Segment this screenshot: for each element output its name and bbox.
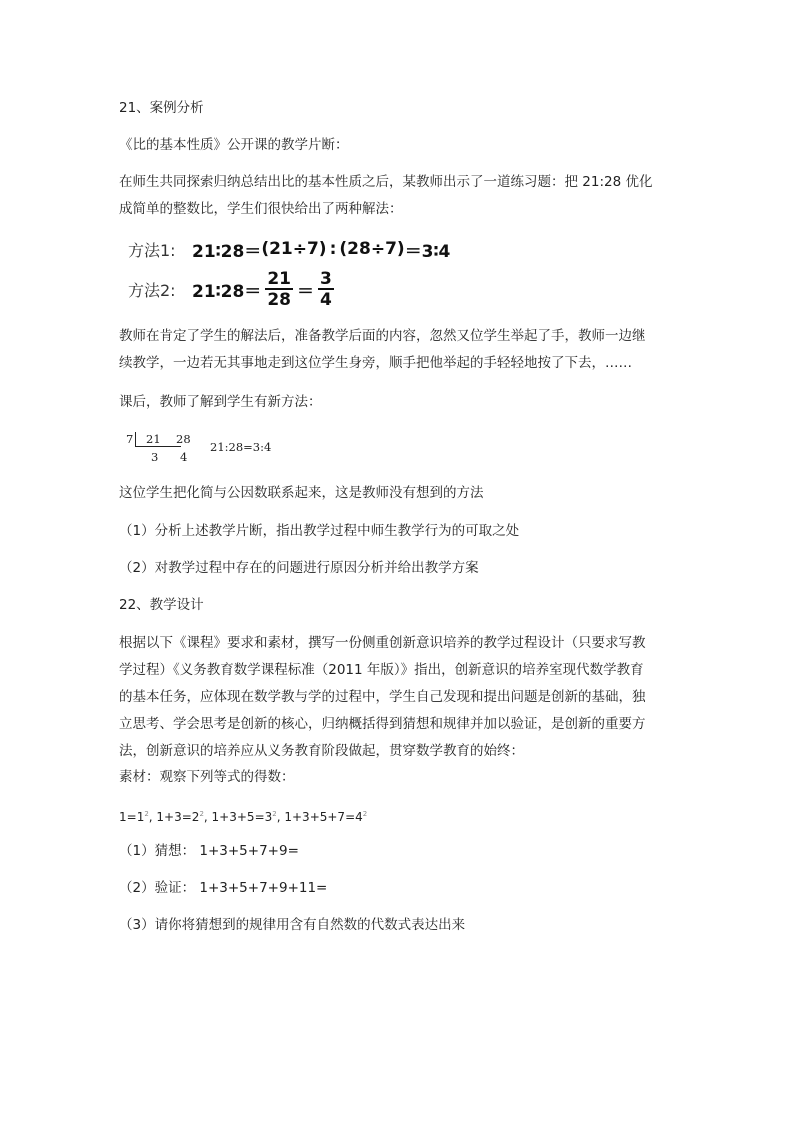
q21-context-line2: 成简单的整数比，学生们很快给出了两种解法： — [119, 201, 403, 217]
method2-lhs: 21∶28＝ — [192, 281, 262, 302]
material-line: 素材：观察下列等式的得数： — [119, 769, 295, 785]
eq-3: , 1+3+5=3 — [203, 810, 273, 824]
div-bracket-vertical — [135, 432, 136, 446]
method2-formula — [128, 264, 338, 314]
q22-sub3: （3）请你将猜想到的规律用含有自然数的代数式表达出来 — [119, 917, 466, 933]
q22-para-line5: 法，创新意识的培养应从义务教育阶段做起，贯穿数学教育的始终： — [119, 743, 524, 759]
method1-label: 方法1: — [128, 240, 176, 260]
q22-sub1: （1）猜想： 1+3+5+7+9= — [119, 843, 299, 859]
method2-eq: ＝ — [296, 281, 314, 302]
div-bottom-a: 3 — [151, 450, 159, 464]
div-result: 21:28=3:4 — [210, 440, 272, 454]
method2-frac1-den: 28 — [267, 289, 291, 310]
method2-fraction-2 — [318, 270, 334, 309]
short-division-figure — [119, 428, 319, 470]
div-divisor: 7 — [126, 432, 134, 446]
method2-frac1-num: 21 — [267, 268, 291, 289]
method1-colon: : — [329, 239, 337, 259]
para-teacher-line1: 教师在肯定了学生的解法后，准备教学后面的内容，忽然又位学生举起了手，教师一边继 — [119, 328, 646, 344]
q21-sub1: （1）分析上述教学片断，指出教学过程中师生教学行为的可取之处 — [119, 523, 520, 539]
method2-expression — [192, 270, 338, 309]
para-teacher-line2: 续教学，一边若无其事地走到这位学生身旁，顺手把他举起的手轻轻地按了下去，…… — [119, 355, 632, 371]
q21-heading: 21、案例分析 — [119, 100, 204, 116]
q22-para-line4: 立思考、学会思考是创新的核心，归纳概括得到猜想和规律并加以验证，是创新的重要方 — [119, 716, 646, 732]
method2-fraction-1 — [265, 270, 293, 309]
method1-result: ＝3∶4 — [404, 241, 451, 262]
para-after: 课后，教师了解到学生有新方法： — [119, 394, 322, 410]
method1-paren1: (21÷7) — [261, 239, 327, 259]
q22-para-line3: 的基本任务，应体现在数学教与学的过程中，学生自己发现和提出问题是创新的基础，独 — [119, 689, 646, 705]
div-bracket-horizontal — [135, 446, 181, 447]
q22-sub2: （2）验证： 1+3+5+7+9+11= — [119, 880, 328, 896]
method2-frac2-den: 4 — [319, 289, 332, 310]
method1-expression — [192, 237, 450, 262]
eq-2-exp: 2 — [199, 810, 204, 818]
q21-context-line1: 在师生共同探索归纳总结出比的基本性质之后，某教师出示了一道练习题：把 21:28 优化 — [119, 174, 653, 190]
eq-1-exp: 2 — [144, 810, 149, 818]
q22-para-line2: 学过程）《义务教育数学课程标准（2011 年版）》指出，创新意识的培养室现代数学教育 — [119, 662, 644, 678]
equations-line — [119, 801, 679, 831]
div-top-a: 21 — [146, 432, 161, 446]
para-student: 这位学生把化简与公因数联系起来，这是教师没有想到的方法 — [119, 485, 484, 501]
eq-2: , 1+3=2 — [148, 810, 200, 824]
div-bottom-b: 4 — [180, 450, 188, 464]
q22-heading: 22、教学设计 — [119, 597, 204, 613]
q21-sub2: （2）对教学过程中存在的问题进行原因分析并给出教学方案 — [119, 560, 479, 576]
method1-paren2: (28÷7) — [339, 239, 405, 259]
method1-part-a: 21∶28＝ — [192, 241, 262, 262]
q22-para-line1: 根据以下《课程》要求和素材，撰写一份侧重创新意识培养的教学过程设计（只要求写教 — [119, 635, 646, 651]
method2-frac2-num: 3 — [319, 268, 332, 289]
eq-4-exp: 2 — [362, 810, 368, 818]
eq-4: , 1+3+5+7=4 — [276, 810, 363, 824]
method2-label: 方法2: — [128, 280, 176, 300]
eq-3-exp: 2 — [272, 810, 277, 818]
method1-formula — [128, 232, 450, 266]
q21-intro: 《比的基本性质》公开课的教学片断： — [119, 137, 349, 153]
div-top-b: 28 — [176, 432, 191, 446]
eq-1: 1=1 — [119, 810, 145, 824]
